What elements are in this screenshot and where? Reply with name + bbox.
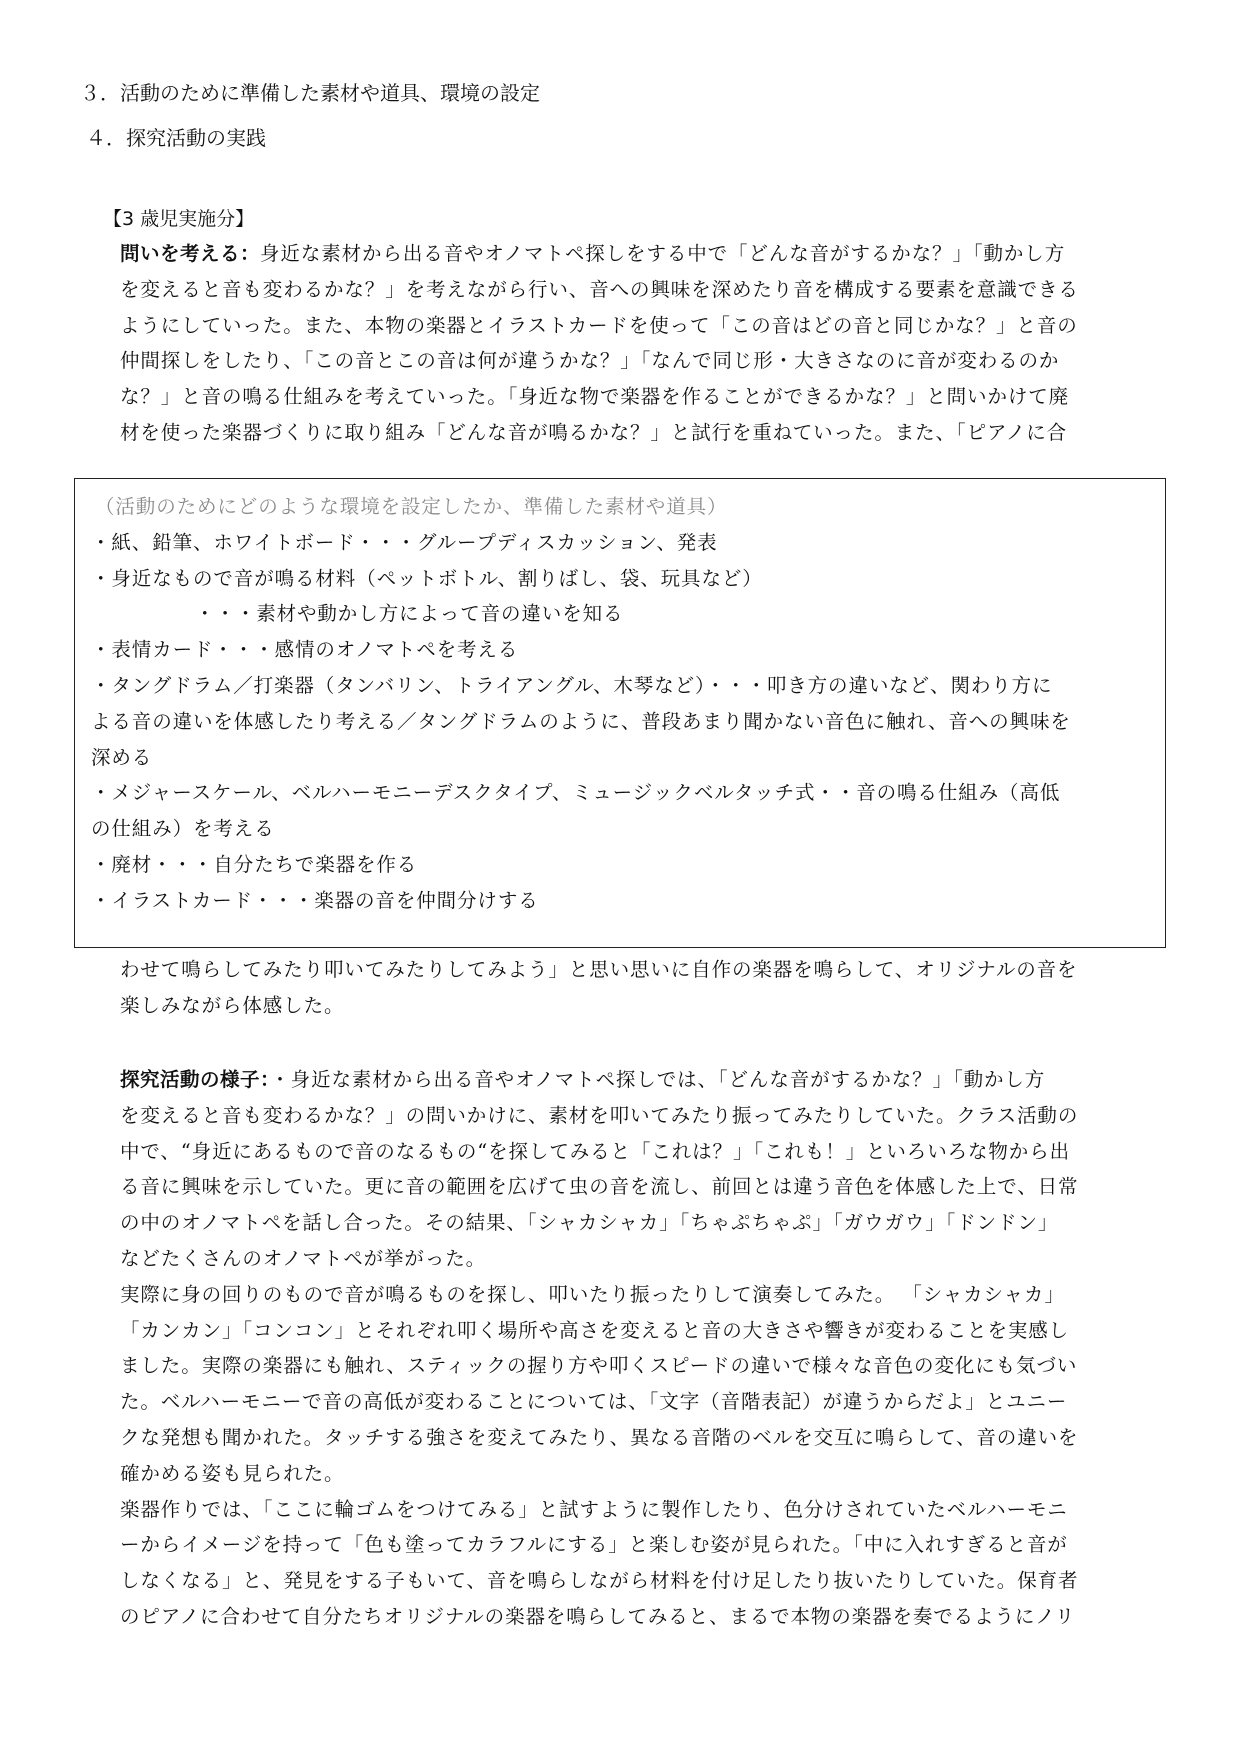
activity-line: 中で、“身近にあるもので音のなるもの“を探してみると「これは？」「これも！」といろいろな物から出 — [120, 1139, 1070, 1163]
environment-item: ・紙、鉛筆、ホワイトボード・・・グループディスカッション、発表 — [91, 530, 718, 554]
question-paragraph-continued — [120, 952, 1170, 1024]
activity-line: 実際に身の回りのもので音が鳴るものを探し、叩いたり振ったりして演奏してみた。 「シャカシャカ」 — [120, 1282, 1065, 1306]
question-line-1: 問いを考える：身近な素材から出る音やオノマトペ探しをする中で「どんな音がするかな？」「動かし方 — [120, 242, 1066, 265]
age-group-subheading: 【3 歳児実施分】 — [103, 208, 255, 230]
question-label: 問いを考える： — [120, 242, 261, 265]
environment-item-detail: ・・・素材や動かし方によって音の違いを知る — [195, 602, 624, 626]
question-line: 楽しみながら体感した。 — [120, 993, 345, 1017]
environment-item: ・廃材・・・自分たちで楽器を作る — [91, 852, 418, 876]
activity-line: クな発想も聞かれた。タッチする強さを変えてみたり、異なる音階のベルを交互に鳴らして、音の違いを — [120, 1425, 1079, 1449]
activity-paragraph — [120, 1062, 1170, 1635]
activity-line: のピアノに合わせて自分たちオリジナルの楽器を鳴らしてみると、まるで本物の楽器を奏でるようにノリ — [120, 1604, 1076, 1628]
question-line: を変えると音も変わるかな？」を考えながら行い、音への興味を深めたり音を構成する要素を意識できる — [120, 277, 1079, 301]
question-line: な？」と音の鳴る仕組みを考えていった。「身近な物で楽器を作ることができるかな？」と問いかけて廃 — [120, 385, 1070, 409]
question-line: 材を使った楽器づくりに取り組み「どんな音が鳴るかな？」と試行を重ねていった。また、「ピアノに合 — [120, 420, 1068, 444]
environment-item: ・イラストカード・・・楽器の音を仲間分けする — [91, 888, 539, 912]
environment-item: よる音の違いを体感したり考える／タングドラムのように、普段あまり聞かない音色に触れ、音への興味を — [91, 709, 1071, 733]
question-line: ようにしていった。また、本物の楽器とイラストカードを使って「この音はどの音と同じかな？」と音の — [120, 313, 1078, 337]
activity-line: る音に興味を示していた。更に音の範囲を広げて虫の音を流し、前回とは違う音色を体感した上で、日常 — [120, 1175, 1079, 1199]
activity-line: た。ベルハーモニーで音の高低が変わることについては、「文字（音階表記）が違うからだよ」とユニー — [120, 1390, 1068, 1414]
environment-item: ・表情カード・・・感情のオノマトペを考える — [91, 638, 519, 662]
question-line: わせて鳴らしてみたり叩いてみたりしてみよう」と思い思いに自作の楽器を鳴らして、オリジナルの音を — [120, 958, 1078, 981]
environment-item: ・身近なもので音が鳴る材料（ペットボトル、割りばし、袋、玩具など） — [91, 566, 763, 590]
question-paragraph — [120, 236, 1170, 451]
activity-line: を変えると音も変わるかな？」の問いかけに、素材を叩いてみたり振ってみたりしていた。クラス活動の — [120, 1103, 1079, 1127]
activity-line: ーからイメージを持って「色も塗ってカラフルにする」と楽しむ姿が見られた。「中に入れすぎると音が — [120, 1533, 1068, 1557]
activity-line: の中のオノマトペを話し合った。その結果、「シャカシャカ」「ちゃぷちゃぷ」「ガウガウ」「ドンドン」 — [120, 1211, 1059, 1235]
activity-line: しなくなる」と、発見をする子もいて、音を鳴らしながら材料を付け足したり抜いたりしていた。保育者 — [120, 1569, 1079, 1593]
environment-materials-box — [74, 478, 1166, 948]
activity-line-1: 探究活動の様子：・身近な素材から出る音やオノマトペ探しでは、「どんな音がするかな？」「動かし方 — [120, 1068, 1046, 1091]
environment-item: 深める — [91, 745, 153, 769]
activity-line: ました。実際の楽器にも触れ、スティックの握り方や叩くスピードの違いで様々な音色の変化にも気づい — [120, 1354, 1078, 1378]
environment-item: ・メジャースケール、ベルハーモニーデスクタイプ、ミュージックベルタッチ式・・音の鳴る仕組み（高低 — [91, 781, 1061, 805]
activity-line: 楽器作りでは、「ここに輪ゴムをつけてみる」と試すように製作したり、色分けされていたベルハーモニ — [120, 1497, 1068, 1521]
activity-line: 「カンカン」「コンコン」とそれぞれ叩く場所や高さを変えると音の大きさや響きが変わることを実感し — [120, 1318, 1070, 1342]
environment-box-caption: （活動のためにどのような環境を設定したか、準備した素材や道具） — [95, 495, 728, 518]
environment-item: ・タングドラム／打楽器（タンバリン、トライアングル、木琴など）・・・叩き方の違いなど、関わり方に — [91, 673, 1053, 697]
activity-line: などたくさんのオノマトペが挙がった。 — [120, 1246, 487, 1270]
section-heading-4: ４．探究活動の実践 — [86, 126, 266, 150]
section-heading-3: ３．活動のために準備した素材や道具、環境の設定 — [80, 81, 540, 105]
activity-label: 探究活動の様子： — [120, 1068, 271, 1091]
activity-line: 確かめる姿も見られた。 — [120, 1461, 345, 1485]
environment-item: の仕組み）を考える — [91, 817, 275, 841]
question-line: 仲間探しをしたり、「この音とこの音は何が違うかな？」「なんで同じ形・大きさなのに音が変わるのか — [120, 349, 1060, 373]
